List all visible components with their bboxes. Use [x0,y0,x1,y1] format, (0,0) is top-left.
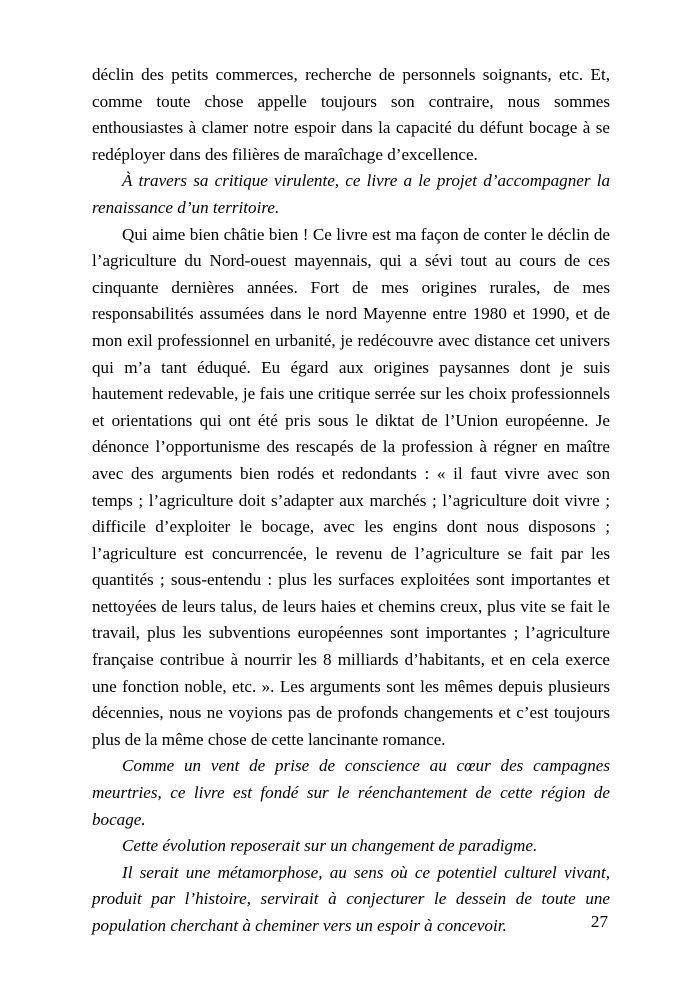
paragraph-italic-accompagner: À travers sa critique virulente, ce livre a le projet d’accompagner la renaissance d’un territoire. [92,171,610,217]
paragraph-main-critique: Qui aime bien châtie bien ! Ce livre est ma façon de conter le déclin de l’agriculture du Nord-ouest mayennais, qui a sévi tout au cours de ces cinquante dernières années. Fort de mes origines rurales, de mes responsabilités assumées dans le nord Mayenne entre 1980 et 1990, et de mon exil professionnel en urbanité, je redécouvre avec distance cet univers qui m’a tant éduqué. Eu égard aux origines paysannes dont je suis hautement redevable, je fais une critique serrée sur les choix professionnels et orientations qui ont été pris sous le diktat de l’Union européenne. Je dénonce l’opportunisme des rescapés de la profession à régner en maître avec des arguments bien rodés et redondants : « il faut vivre avec son temps ; l’agriculture doit s’adapter aux marchés ; l’agriculture doit vivre ; difficile d’exploiter le bocage, avec les engins dont nous disposons ; l’agriculture est concurrencée, le revenu de l’agriculture se fait par les quantités ; sous-entendu : plus les surfaces exploitées sont importantes et nettoyées de leurs talus, de leurs haies et chemins creux, plus vite se fait le travail, plus les subventions européennes sont importantes ; l’agriculture française contribue à nourrir les 8 milliards d’habitants, et en cela exerce une fonction noble, etc. ». Les arguments sont les mêmes depuis plusieurs décennies, nous ne voyions pas de profonds changements et c’est toujours plus de la même chose de cette lancinante romance. [92,224,610,749]
paragraph-italic-metamorphose: Il serait une métamorphose, au sens où ce potentiel culturel vivant, produit par l’histoire, servirait à conjecturer le dessein de toute une population cherchant à cheminer vers un espoir à concevoir. [92,862,610,935]
paragraph-italic-paradigme: Cette évolution reposerait sur un changement de paradigme. [122,836,538,856]
paragraph-italic-prise-de-conscience: Comme un vent de prise de conscience au cœur des campagnes meurtries, ce livre est fondé sur le réenchantement de cette région de bocage. [92,756,610,829]
paragraph-continuation: déclin des petits commerces, recherche de personnels soignants, etc. Et, comme toute chose appelle toujours son contraire, nous sommes enthousiastes à clamer notre espoir dans la capacité du défunt bocage à se redéployer dans des filières de maraîchage d’excellence. [92,65,610,164]
page-number: 27 [590,912,608,931]
page-text-block [92,62,610,940]
